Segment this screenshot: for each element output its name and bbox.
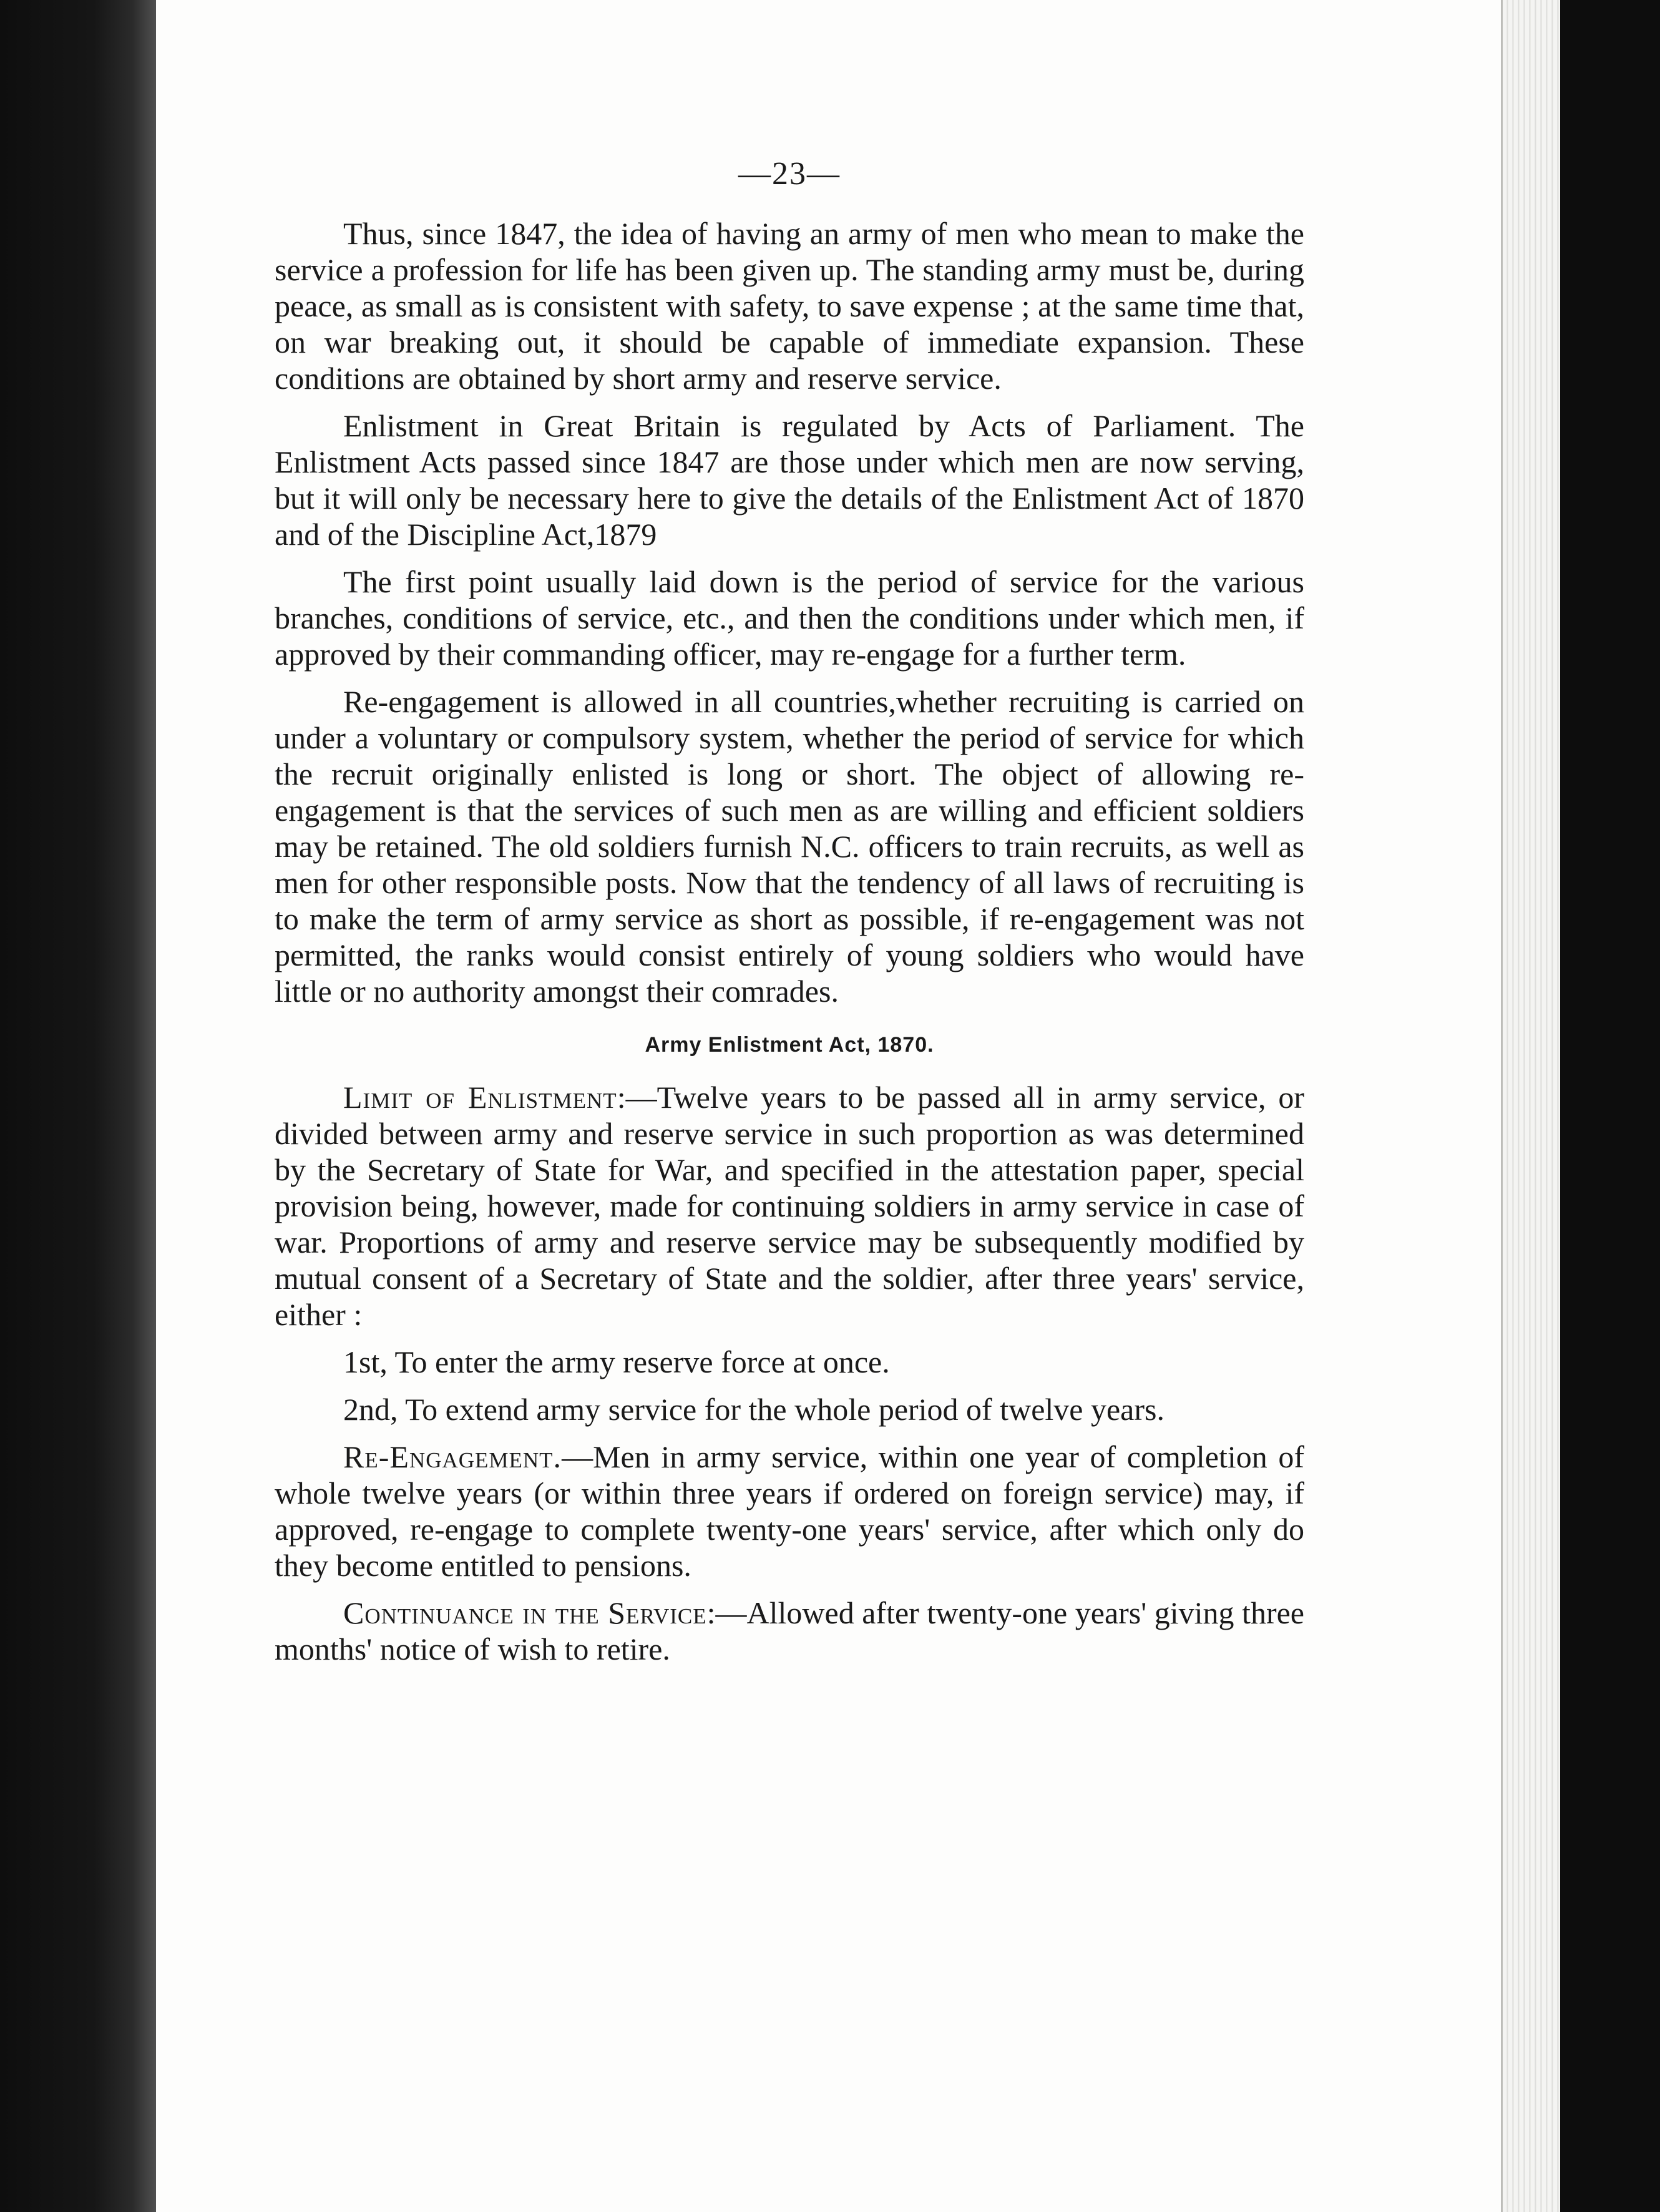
- page-number: —23—: [738, 156, 841, 192]
- continuance-label: Continuance in the Service: [343, 1595, 707, 1630]
- limit-of-enlistment-paragraph: [275, 1079, 1304, 1333]
- scan-right-edge: [1560, 0, 1660, 2212]
- paragraph-3: The first point usually laid down is the period of service for the various branches, conditions of service, etc., and then the conditions under which men, if approved by their commanding officer, may re-engage for a further term.: [275, 564, 1304, 672]
- section-heading: Army Enlistment Act, 1870.: [645, 1033, 934, 1057]
- binding-gutter: [0, 0, 156, 2212]
- continuance-paragraph: [275, 1595, 1304, 1667]
- continuance-text: :—Allowed after twenty-one years' giving three months' notice of wish to retire.: [275, 1595, 1304, 1666]
- limit-of-enlistment-text: :—Twelve years to be passed all in army service, or divided between army and reserve service in such proportion as was determined by the Secretary of State for War, and specified in the attestation paper, special provision being, however, made for continuing soldiers in army service in case of war. Proportions of army and reserve service may be subsequently modified by mutual consent of a Secretary of State and the soldier, after three years' service, either :: [275, 1080, 1304, 1332]
- limit-of-enlistment-label: Limit of Enlistment: [343, 1080, 617, 1115]
- re-engagement-text: —Men in army service, within one year of completion of whole twelve years (or within three years if ordered on foreign service) may, if approved, re-engage to complete twenty-one years' service, after which only do they become entitled to pensions.: [275, 1439, 1304, 1583]
- body-text: [275, 215, 1304, 1678]
- paragraph-1: Thus, since 1847, the idea of having an army of men who mean to make the service a profession for life has been given up. The standing army must be, during peace, as small as is consistent with safety, to save expense ; at the same time that, on war breaking out, it should be capable of immediate expansion. These conditions are obtained by short army and reserve service.: [275, 216, 1304, 396]
- option-first: 1st, To enter the army reserve force at once.: [343, 1344, 890, 1379]
- paragraph-2: Enlistment in Great Britain is regulated by Acts of Parliament. The Enlistment Acts passed since 1847 are those under which men are now serving, but it will only be necessary here to give the details of the Enlistment Act of 1870 and of the Discipline Act,1879: [275, 408, 1304, 552]
- paragraph-4: Re-engagement is allowed in all countries,whether recruiting is carried on under a voluntary or compulsory system, whether the period of service for which the recruit originally enlisted is long or short. The object of allowing re-engagement is that the services of such men as are willing and efficient soldiers may be retained. The old soldiers furnish N.C. officers to train recruits, as well as men for other responsible posts. Now that the tendency of all laws of recruiting is to make the term of army service as short as possible, if re-engagement was not permitted, the ranks would consist entirely of young soldiers who would have little or no authority amongst their comrades.: [275, 684, 1304, 1009]
- option-second: 2nd, To extend army service for the whole period of twelve years.: [343, 1392, 1164, 1427]
- re-engagement-label: Re-Engagement.: [343, 1439, 562, 1474]
- re-engagement-paragraph: [275, 1439, 1304, 1583]
- page-fore-edge: [1501, 0, 1562, 2212]
